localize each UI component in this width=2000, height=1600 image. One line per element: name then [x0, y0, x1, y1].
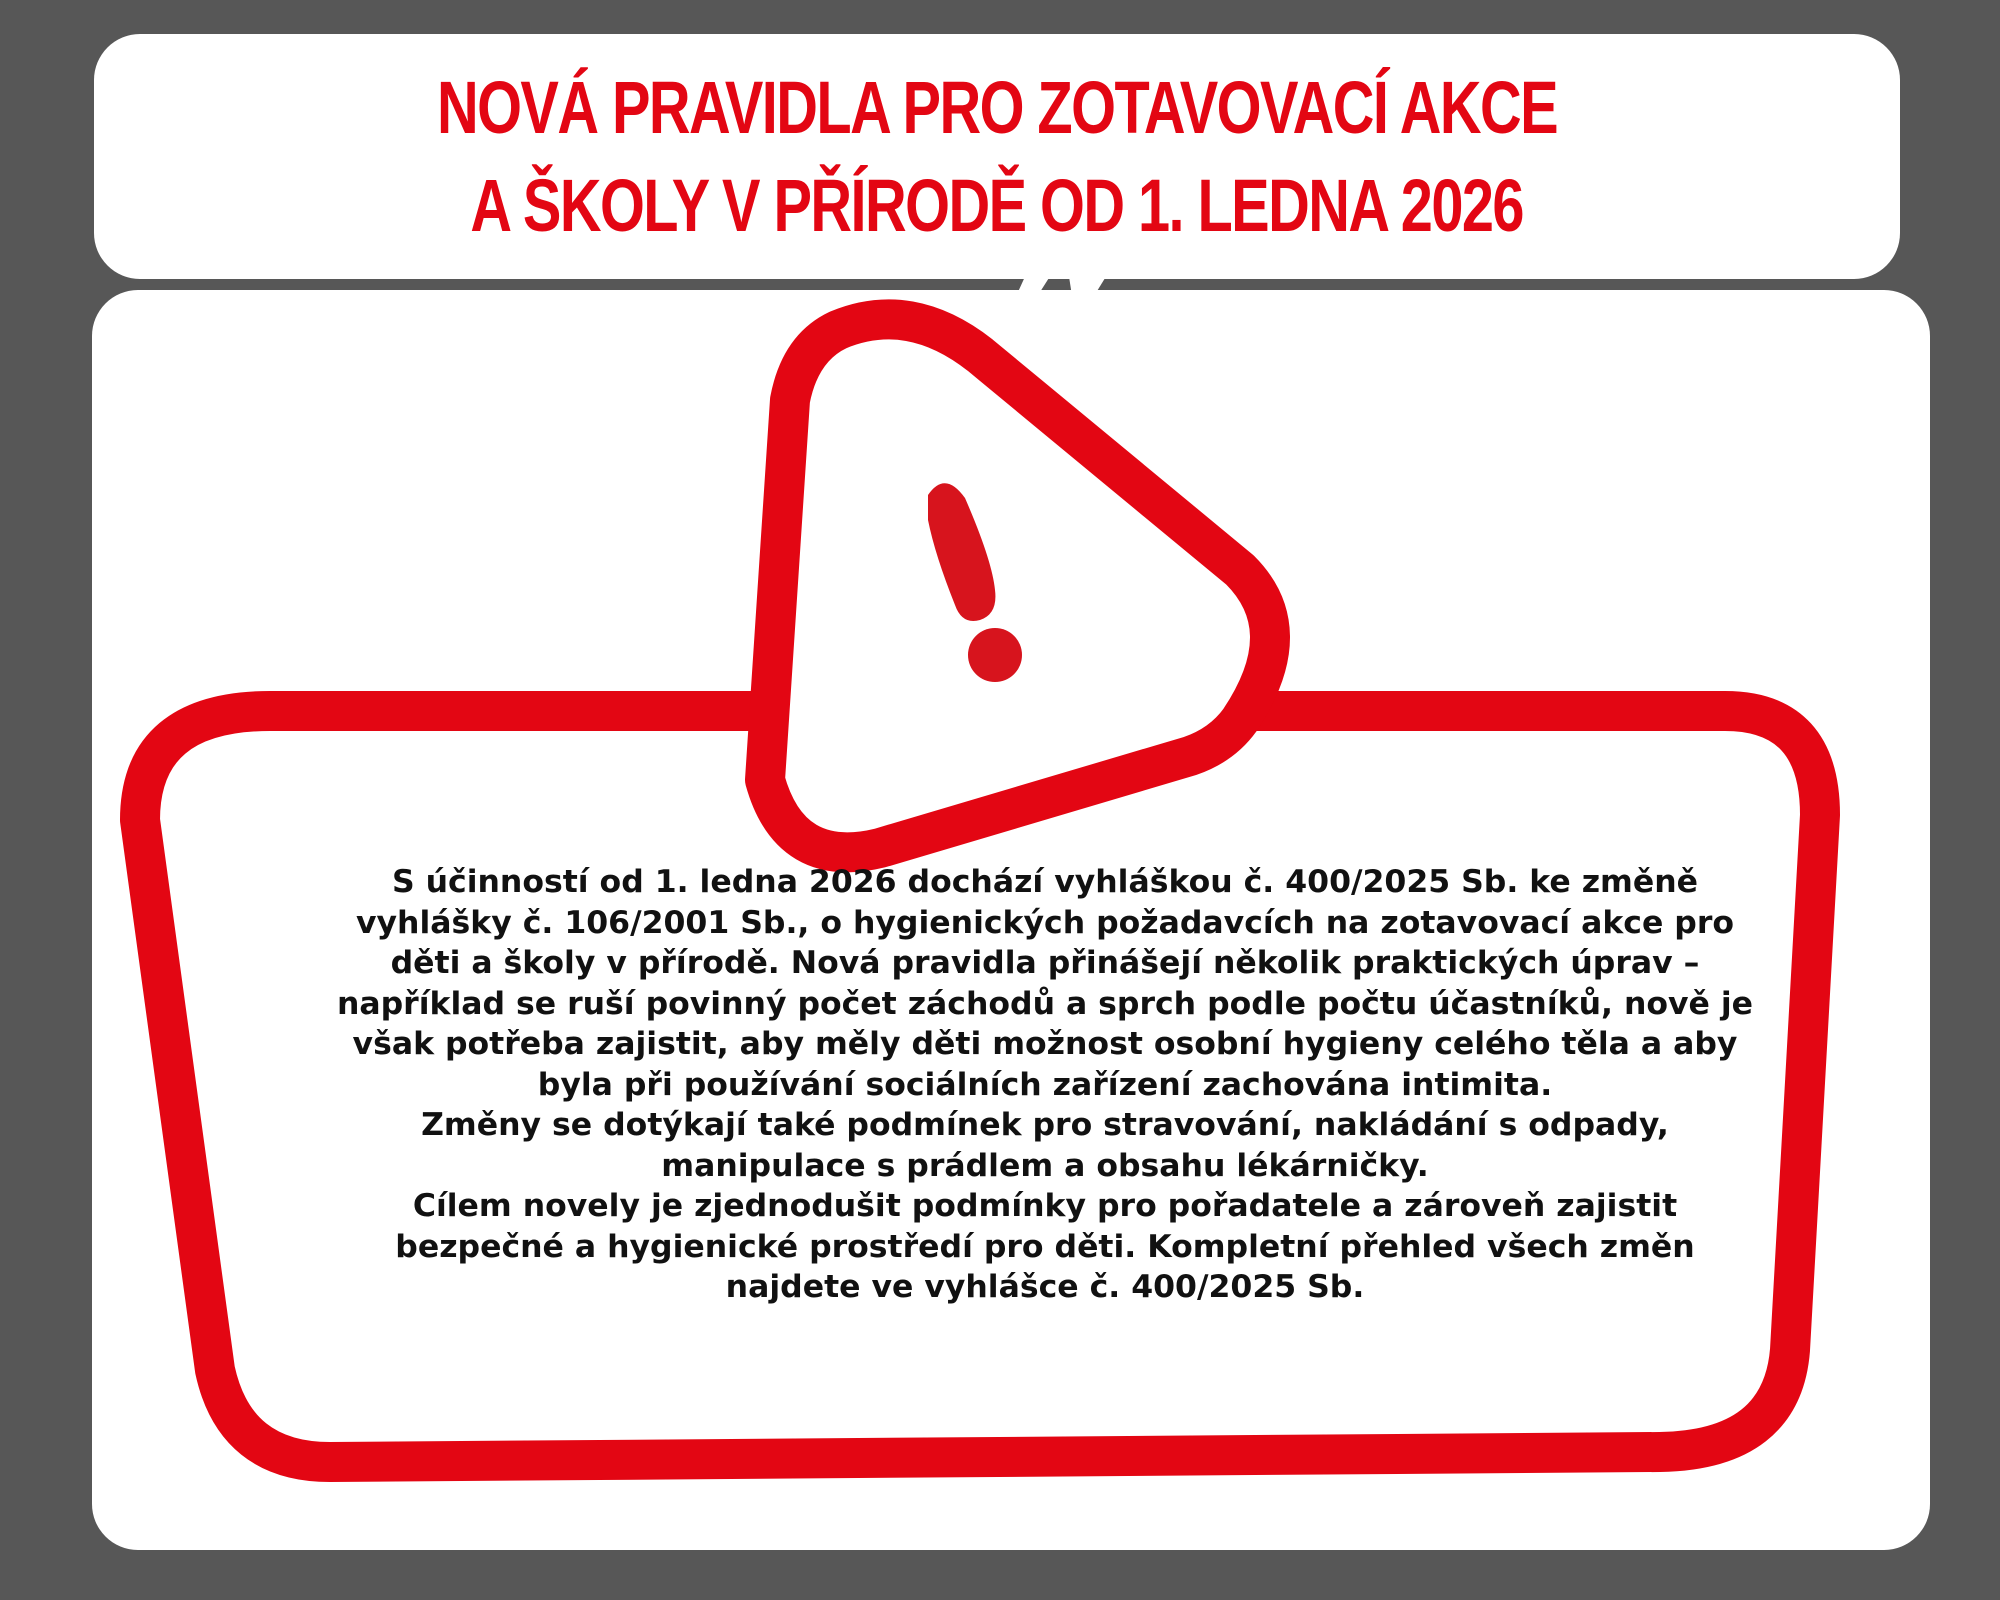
body-text [330, 862, 1760, 1308]
warning-triangle-icon [765, 319, 1270, 852]
title-line-1: NOVÁ PRAVIDLA PRO ZOTAVOVACÍ AKCE [436, 65, 1558, 149]
paragraph-1: S účinností od 1. ledna 2026 dochází vyhláškou č. 400/2025 Sb. ke změně vyhlášky č. 106/2001 Sb., o hygienických požadavcích na zotavovací akce pro děti a školy v přírodě. Nová pravidla přinášejí několik praktických úprav – například se ruší povinný počet záchodů a sprch podle počtu účastníků, nově je však potřeba zajistit, aby měly děti možnost osobní hygieny celého těla a aby byla při používání sociálních zařízení zachována intimita. [336, 864, 1754, 1103]
title-line-2: A ŠKOLY V PŘÍRODĚ OD 1. LEDNA 2026 [470, 163, 1524, 247]
paragraph-3: Cílem novely je zjednodušit podmínky pro pořadatele a zároveň zajistit bezpečné a hygienické prostředí pro děti. Kompletní přehled všech změn najdete ve vyhlášce č. 400/2025 Sb. [395, 1188, 1695, 1305]
paragraph-2: Změny se dotýkají také podmínek pro stravování, nakládání s odpady, manipulace s prádlem a obsahu lékárničky. [421, 1107, 1669, 1184]
